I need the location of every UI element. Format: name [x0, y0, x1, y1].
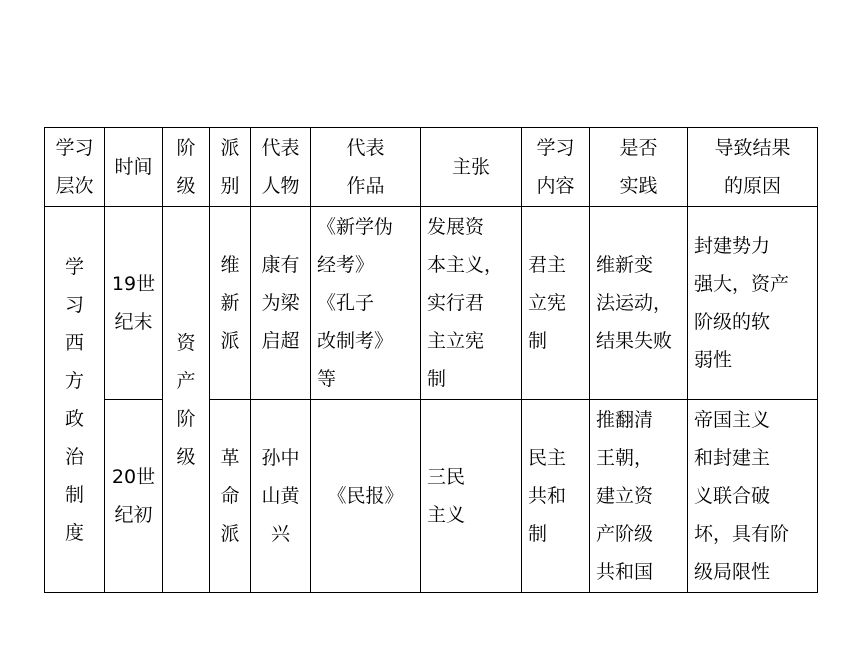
time-cell: 19世 纪末 — [105, 207, 163, 400]
content-cell: 民主 共和 制 — [522, 400, 590, 593]
people-cell: 孙中 山黄 兴 — [251, 400, 311, 593]
history-table — [44, 127, 818, 593]
works-cell: 《民报》 — [311, 400, 421, 593]
header-cell: 主张 — [421, 128, 522, 207]
reason-cell: 封建势力 强大，资产 阶级的软 弱性 — [688, 207, 818, 400]
table-row — [45, 400, 818, 593]
header-cell: 派 别 — [210, 128, 251, 207]
time-cell: 20世 纪初 — [105, 400, 163, 593]
claim-cell: 三民 主义 — [421, 400, 522, 593]
table-row — [45, 207, 818, 400]
works-cell: 《新学伪 经考》 《孔子 改制考》 等 — [311, 207, 421, 400]
claim-cell: 发展资 本主义， 实行君 主立宪 制 — [421, 207, 522, 400]
people-cell: 康有 为梁 启超 — [251, 207, 311, 400]
header-cell: 阶 级 — [163, 128, 210, 207]
header-cell: 时间 — [105, 128, 163, 207]
faction-cell: 维 新 派 — [210, 207, 251, 400]
level-cell: 学 习 西 方 政 治 制 度 — [45, 207, 105, 593]
header-cell: 是否 实践 — [590, 128, 688, 207]
practice-cell: 维新变 法运动， 结果失败 — [590, 207, 688, 400]
header-cell: 导致结果 的原因 — [688, 128, 818, 207]
header-cell: 学习 内容 — [522, 128, 590, 207]
reason-cell: 帝国主义 和封建主 义联合破 坏，具有阶 级局限性 — [688, 400, 818, 593]
header-cell: 代表 人物 — [251, 128, 311, 207]
header-cell: 学习 层次 — [45, 128, 105, 207]
faction-cell: 革 命 派 — [210, 400, 251, 593]
practice-cell: 推翻清 王朝， 建立资 产阶级 共和国 — [590, 400, 688, 593]
content-cell: 君主 立宪 制 — [522, 207, 590, 400]
class-cell: 资 产 阶 级 — [163, 207, 210, 593]
header-cell: 代表 作品 — [311, 128, 421, 207]
header-row — [45, 128, 818, 207]
